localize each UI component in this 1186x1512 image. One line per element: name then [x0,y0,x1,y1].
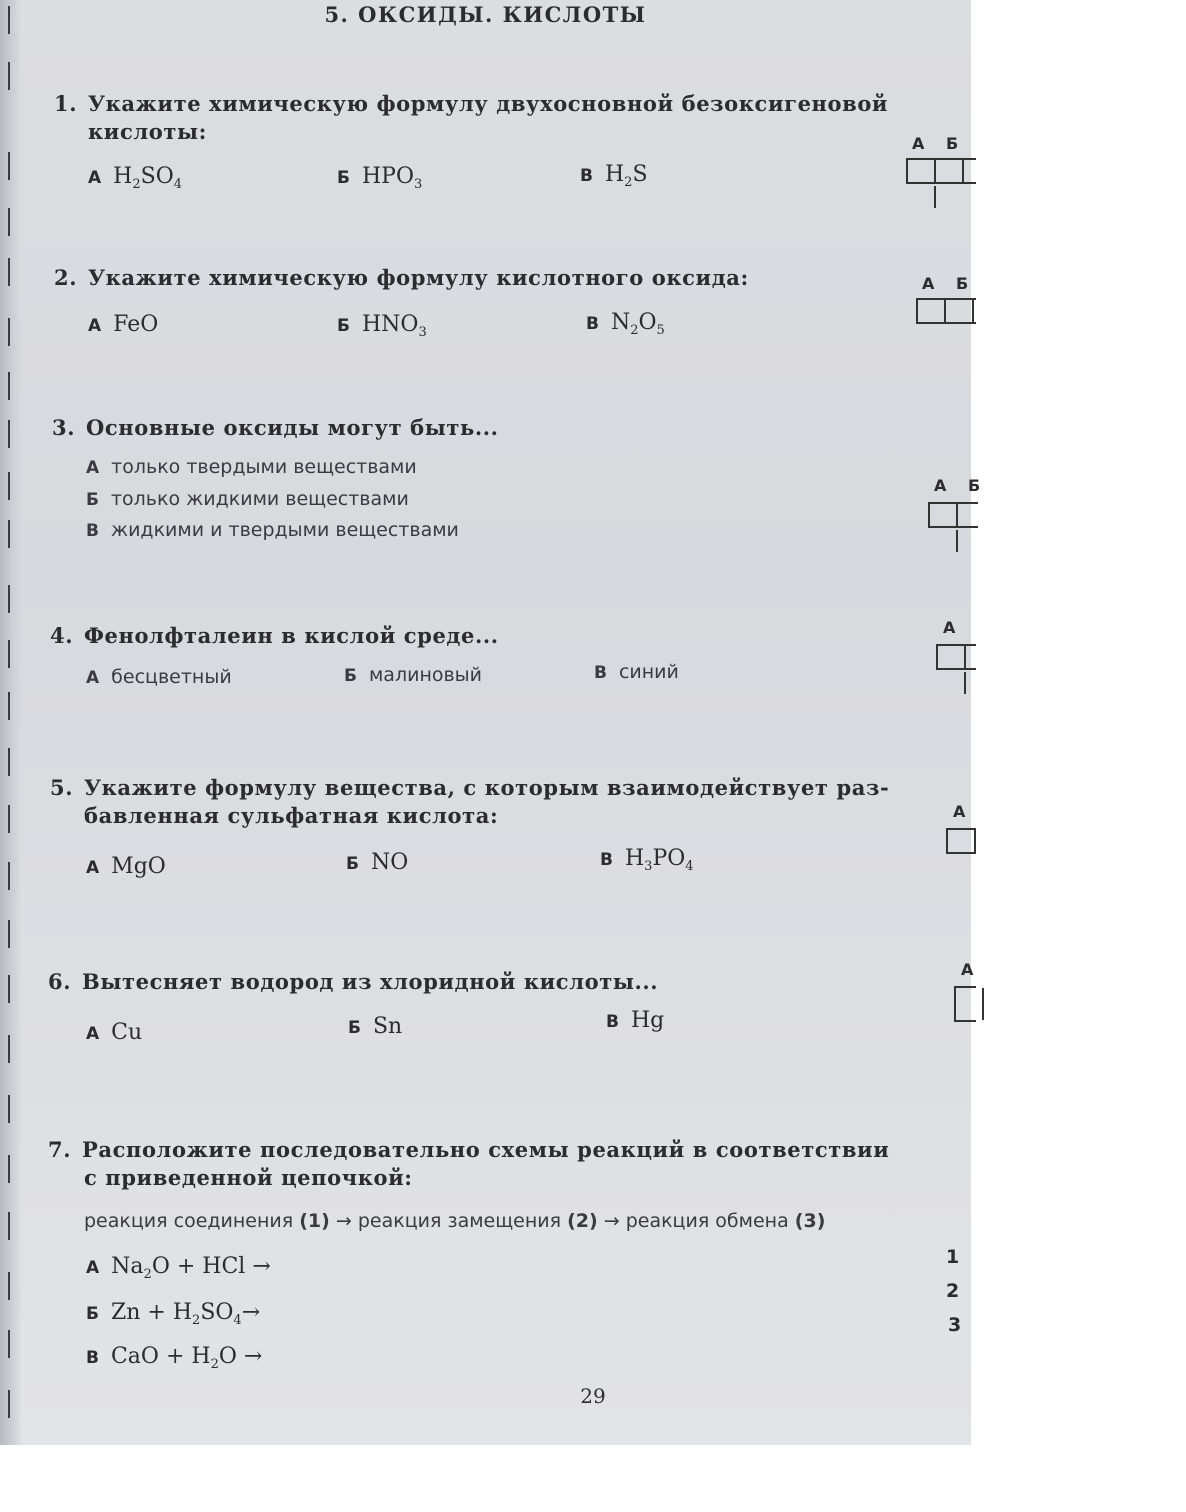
option-letter: В [580,166,593,186]
option-b [344,664,482,686]
question-number: 5. [50,775,74,800]
option-v [600,846,694,874]
option-letter: В [594,663,607,683]
formula-part: N [610,310,631,335]
option-letter: А [86,1258,100,1278]
margin-tick [8,258,10,286]
formula-part: S [632,162,648,187]
subscript: 2 [143,1267,152,1282]
formula-part: Na [111,1254,144,1279]
question-number: 1. [54,91,78,116]
formula-part: SO [140,164,174,189]
subscript: 2 [132,177,141,192]
formula-part: Cu [111,1020,143,1045]
option-letter: А [88,168,102,188]
option-letter: Б [346,854,359,874]
margin-tick [8,62,10,90]
formula-part: PO [652,846,686,871]
option-v [606,1008,664,1033]
option-a [86,1254,271,1282]
option-letter: А [86,458,100,478]
chain-number: (3) [794,1210,826,1232]
option-text: жидкими и твердыми веществами [110,519,459,541]
answer-grid-header: А [953,802,974,821]
option-letter: В [600,850,613,870]
option-letter: А [86,858,100,878]
option-v [586,310,665,338]
option-letter: А [88,316,102,336]
option-a [88,312,158,337]
question-text: Основные оксиды могут быть... [86,415,499,440]
formula-part: O + HCl → [151,1254,271,1279]
option-text: бесцветный [111,666,232,688]
margin-tick [8,1330,10,1358]
answer-grid-header: А Б [912,134,967,153]
answer-grid[interactable] [954,986,976,1022]
margin-tick [8,472,10,500]
sequence-label-2: 2 [946,1280,960,1302]
option-letter: А [86,668,100,688]
option-b [346,850,408,875]
answer-grid-header: А Б [922,274,977,293]
option-text: только жидкими веществами [110,488,409,510]
formula-part: → [241,1300,261,1325]
chain-step: реакция обмена [625,1210,789,1232]
subscript: 4 [685,859,694,874]
answer-grid-header: А Б [934,476,989,495]
page-binding-edge [0,0,22,1445]
chain-number: (2) [567,1210,598,1232]
question-text-line2: бавленная сульфатная кислота: [84,803,499,828]
margin-tick [8,692,10,720]
question-2 [54,262,749,294]
margin-tick [8,1272,10,1300]
chain-step: реакция соединения [84,1210,294,1232]
formula-part: FeO [113,312,159,337]
option-letter: В [86,521,99,541]
arrow-icon: → [603,1210,620,1232]
subscript: 4 [233,1313,242,1328]
option-letter: Б [86,1304,99,1324]
option-b [348,1014,402,1039]
option-text: синий [618,661,679,683]
margin-tick [8,1212,10,1240]
option-letter: Б [337,316,350,336]
option-a [86,456,417,478]
option-a [86,854,166,879]
margin-tick [8,920,10,948]
reaction-chain [84,1210,825,1232]
option-letter: А [86,1024,100,1044]
question-number: 4. [50,623,74,648]
question-text: Вытесняет водород из хлоридной кислоты... [82,969,659,994]
margin-tick [8,372,10,400]
option-b [337,312,427,340]
page-number: 29 [580,1384,606,1408]
subscript: 2 [192,1313,201,1328]
question-6 [48,966,658,998]
formula-part: Hg [630,1008,665,1033]
margin-tick [8,420,10,448]
answer-grid[interactable] [936,644,976,670]
formula-part: MgO [111,854,166,879]
subscript: 3 [418,325,427,340]
option-letter: Б [344,666,357,686]
margin-tick [8,318,10,346]
formula-part: H [113,164,133,189]
margin-tick [8,862,10,890]
option-v [86,519,459,541]
answer-grid[interactable] [928,502,978,528]
question-3 [52,412,499,444]
option-b [86,1300,261,1328]
margin-tick [8,640,10,668]
question-text: Укажите формулу вещества, с которым взаимодействует раз- [84,775,890,800]
question-number: 7. [48,1137,72,1162]
section-title: 5. ОКСИДЫ. КИСЛОТЫ [324,2,647,27]
formula-part: HNO [361,312,419,337]
margin-tick [8,208,10,236]
option-letter: Б [348,1018,361,1038]
option-letter: В [606,1012,619,1032]
question-text: Фенолфталеин в кислой среде... [84,623,499,648]
option-letter: Б [86,490,99,510]
question-text: Расположите последовательно схемы реакций в соответствии [82,1137,890,1162]
formula-part: O [638,310,657,335]
answer-grid-header: А [961,960,982,979]
margin-tick [8,152,10,180]
margin-tick [8,585,10,613]
answer-grid[interactable] [906,158,976,184]
answer-grid[interactable] [946,828,976,854]
formula-part: H [604,162,625,187]
option-letter: В [86,1348,99,1368]
formula-part: Sn [372,1014,403,1039]
subscript: 3 [644,859,653,874]
option-a [86,1020,142,1045]
formula-part: Zn + H [110,1300,193,1325]
question-4 [50,620,499,652]
arrow-icon: → [335,1210,352,1232]
margin-tick [8,1035,10,1063]
subscript: 3 [414,177,423,192]
question-number: 3. [52,415,76,440]
formula-part: O → [218,1344,263,1369]
subscript: 2 [630,323,639,338]
option-text: малиновый [368,664,483,686]
question-number: 6. [48,969,72,994]
formula-part: NO [370,850,409,875]
margin-tick [8,1155,10,1183]
subscript: 2 [624,175,633,190]
chain-step: реакция замещения [357,1210,562,1232]
question-text: Укажите химическую формулу кислотного оксида: [88,265,749,290]
formula-part: HPO [361,164,414,189]
formula-part: SO [200,1300,234,1325]
formula-part: H [624,846,645,871]
option-v [580,162,648,190]
sequence-label-3: 3 [948,1314,962,1336]
question-number: 2. [54,265,78,290]
answer-grid-header: А [943,618,964,637]
margin-tick [8,1095,10,1123]
option-letter: Б [337,168,350,188]
margin-tick [8,748,10,776]
option-text: только твердыми веществами [111,456,417,478]
question-text: Укажите химическую формулу двухосновной безоксигеновой [88,91,889,116]
subscript: 4 [173,177,183,192]
sequence-label-1: 1 [946,1246,960,1268]
question-text-line2: с приведенной цепочкой: [84,1165,413,1190]
option-v [86,1344,263,1372]
margin-tick [8,520,10,548]
subscript: 5 [656,323,665,338]
answer-grid[interactable] [916,298,976,324]
option-a [86,666,232,688]
option-b [86,488,409,510]
option-letter: В [586,314,599,334]
margin-tick [8,805,10,833]
chain-number: (1) [299,1210,330,1232]
subscript: 2 [210,1357,219,1372]
option-b [337,164,423,192]
margin-tick [8,975,10,1003]
option-a [88,164,183,192]
formula-part: CaO + H [110,1344,211,1369]
question-text-line2: кислоты: [88,119,207,144]
option-v [594,661,679,683]
